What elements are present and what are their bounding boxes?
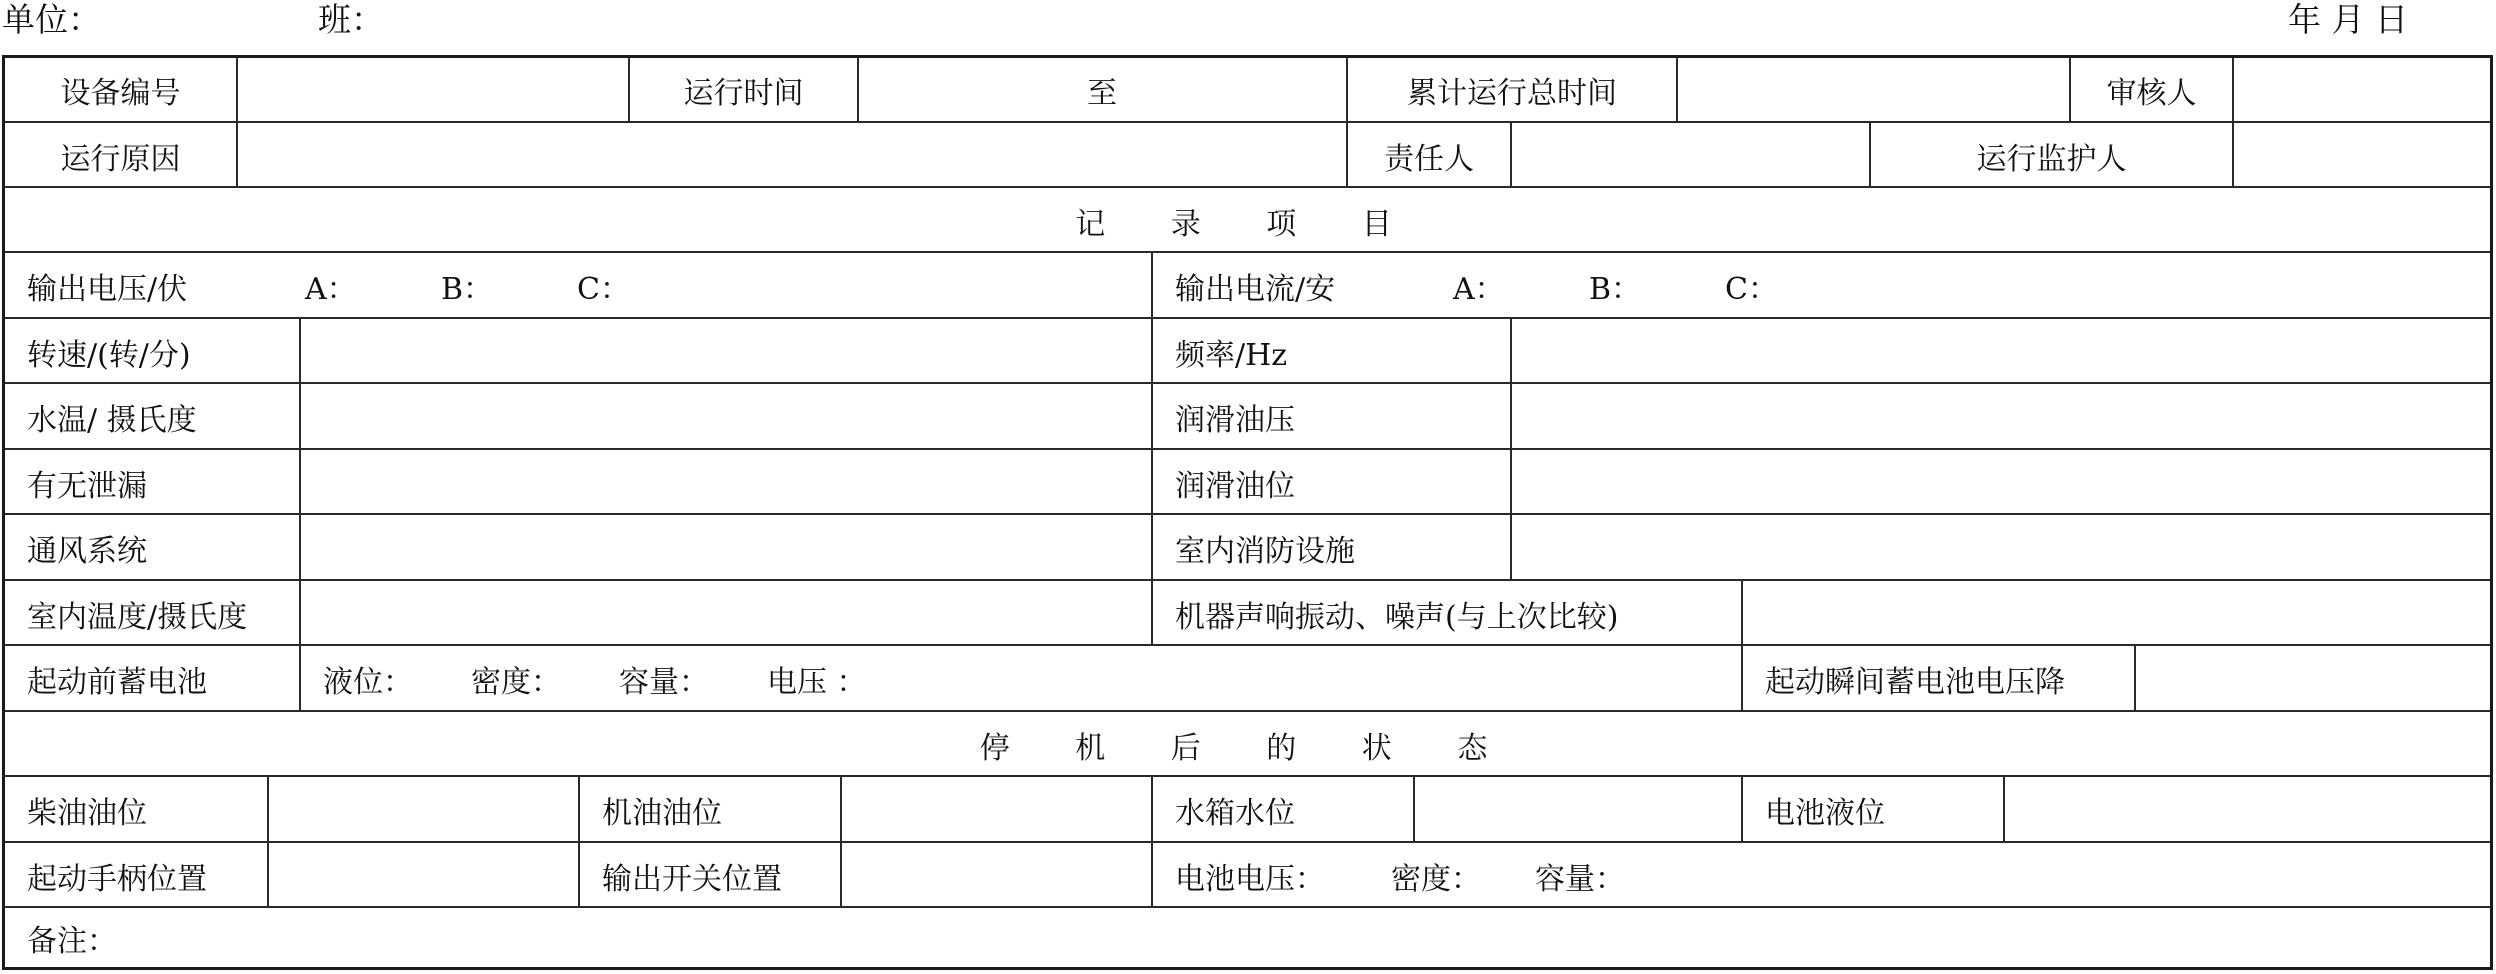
row-positions — [5, 841, 2490, 908]
field-voltage-drop[interactable] — [2134, 646, 2490, 712]
row-leak — [5, 448, 2490, 515]
field-battery-fluid[interactable] — [2003, 777, 2490, 843]
section-after-stop-title: 停 机 后 的 状 态 — [979, 730, 1516, 766]
label-battery-voltage-after[interactable]: 电池电压： — [1175, 861, 1325, 897]
field-reviewer[interactable] — [2232, 58, 2490, 121]
row-room-temp — [5, 579, 2490, 646]
label-handle-position: 起动手柄位置 — [27, 861, 207, 897]
label-current-a[interactable]: A： — [1453, 272, 1505, 307]
label-voltage-c[interactable]: C： — [577, 272, 630, 307]
field-ventilation[interactable] — [299, 515, 1151, 581]
row-speed — [5, 317, 2490, 384]
date-label: 年 月 日 — [2288, 0, 2408, 39]
field-leak[interactable] — [299, 450, 1151, 515]
label-leak: 有无泄漏 — [27, 468, 147, 504]
current-group — [1151, 253, 2490, 319]
label-battery-voltage[interactable]: 电压 ： — [767, 665, 867, 700]
field-monitor[interactable] — [2232, 123, 2490, 188]
battery-after-group — [1151, 843, 2490, 908]
label-voltage-b[interactable]: B： — [441, 272, 494, 307]
field-noise[interactable] — [1741, 581, 2490, 646]
field-run-reason[interactable] — [236, 123, 1346, 188]
label-density-after[interactable]: 密度： — [1391, 861, 1481, 897]
label-run-time: 运行时间 — [628, 58, 857, 121]
field-speed[interactable] — [299, 319, 1151, 384]
label-battery-fluid: 电池液位 — [1741, 777, 2003, 843]
label-to: 至 — [1087, 75, 1117, 111]
row-remarks — [5, 906, 2490, 967]
field-handle-position[interactable] — [267, 843, 578, 908]
label-room-temp: 室内温度/摄氏度 — [27, 599, 248, 635]
field-engine-oil-level[interactable] — [840, 777, 1151, 843]
label-device-no: 设备编号 — [60, 75, 181, 111]
field-fire-facilities[interactable] — [1510, 515, 2490, 581]
row-ventilation — [5, 513, 2490, 581]
unit-label: 单位： — [2, 0, 101, 39]
label-battery-capacity[interactable]: 容量： — [619, 665, 709, 700]
row-levels — [5, 775, 2490, 843]
label-battery-density[interactable]: 密度： — [471, 665, 561, 700]
label-total-time: 累计运行总时间 — [1346, 58, 1676, 121]
label-frequency: 频率/Hz — [1151, 319, 1510, 384]
field-oil-level[interactable] — [1510, 450, 2490, 515]
label-current-b[interactable]: B： — [1589, 272, 1642, 307]
label-switch-position: 输出开关位置 — [578, 843, 840, 908]
label-battery-pre: 起动前蓄电池 — [27, 665, 207, 700]
label-output-voltage: 输出电压/伏 — [27, 272, 188, 307]
section-records — [5, 186, 2490, 253]
row-battery-pre — [5, 644, 2490, 712]
row-device — [5, 58, 2490, 121]
row-water-temp — [5, 382, 2490, 450]
generator-run-log-form — [2, 55, 2493, 970]
row-reason — [5, 121, 2490, 188]
label-monitor: 运行监护人 — [1869, 123, 2232, 188]
row-voltage-current — [5, 251, 2490, 319]
battery-pre-group — [299, 646, 1741, 712]
section-records-title: 记 录 项 目 — [1075, 206, 1420, 242]
label-oil-level: 润滑油位 — [1151, 450, 1510, 515]
field-device-no[interactable] — [236, 58, 628, 121]
field-diesel-level[interactable] — [267, 777, 578, 843]
shift-label: 班： — [318, 0, 384, 39]
label-remarks[interactable]: 备注： — [27, 923, 117, 959]
label-capacity-after[interactable]: 容量： — [1535, 861, 1625, 897]
field-total-time[interactable] — [1676, 58, 2069, 121]
label-water-temp: 水温/ 摄氏度 — [27, 403, 197, 438]
field-run-start[interactable] — [857, 58, 1102, 121]
voltage-group — [5, 253, 1151, 319]
label-battery-level[interactable]: 液位： — [323, 665, 413, 700]
label-output-current: 输出电流/安 — [1175, 272, 1336, 307]
label-fire-facilities: 室内消防设施 — [1151, 515, 1510, 581]
section-after-stop — [5, 710, 2490, 777]
field-water-temp[interactable] — [299, 384, 1151, 450]
field-room-temp[interactable] — [299, 581, 1151, 646]
field-tank-level[interactable] — [1413, 777, 1741, 843]
label-speed: 转速/(转/分) — [27, 337, 191, 373]
field-oil-pressure[interactable] — [1510, 384, 2490, 450]
field-switch-position[interactable] — [840, 843, 1151, 908]
label-oil-pressure: 润滑油压 — [1151, 384, 1510, 450]
label-current-c[interactable]: C： — [1725, 272, 1778, 307]
field-frequency[interactable] — [1510, 319, 2490, 384]
label-run-reason: 运行原因 — [60, 141, 181, 177]
label-voltage-drop: 起动瞬间蓄电池电压降 — [1741, 646, 2134, 712]
label-diesel-level: 柴油油位 — [27, 796, 147, 831]
label-engine-oil-level: 机油油位 — [578, 777, 840, 843]
label-reviewer: 审核人 — [2069, 58, 2232, 121]
label-ventilation: 通风系统 — [27, 534, 147, 569]
label-voltage-a[interactable]: A： — [305, 272, 357, 307]
field-responsible[interactable] — [1510, 123, 1869, 188]
label-noise: 机器声响振动、噪声(与上次比较) — [1151, 581, 1741, 646]
label-tank-level: 水箱水位 — [1151, 777, 1413, 843]
label-responsible: 责任人 — [1346, 123, 1510, 188]
